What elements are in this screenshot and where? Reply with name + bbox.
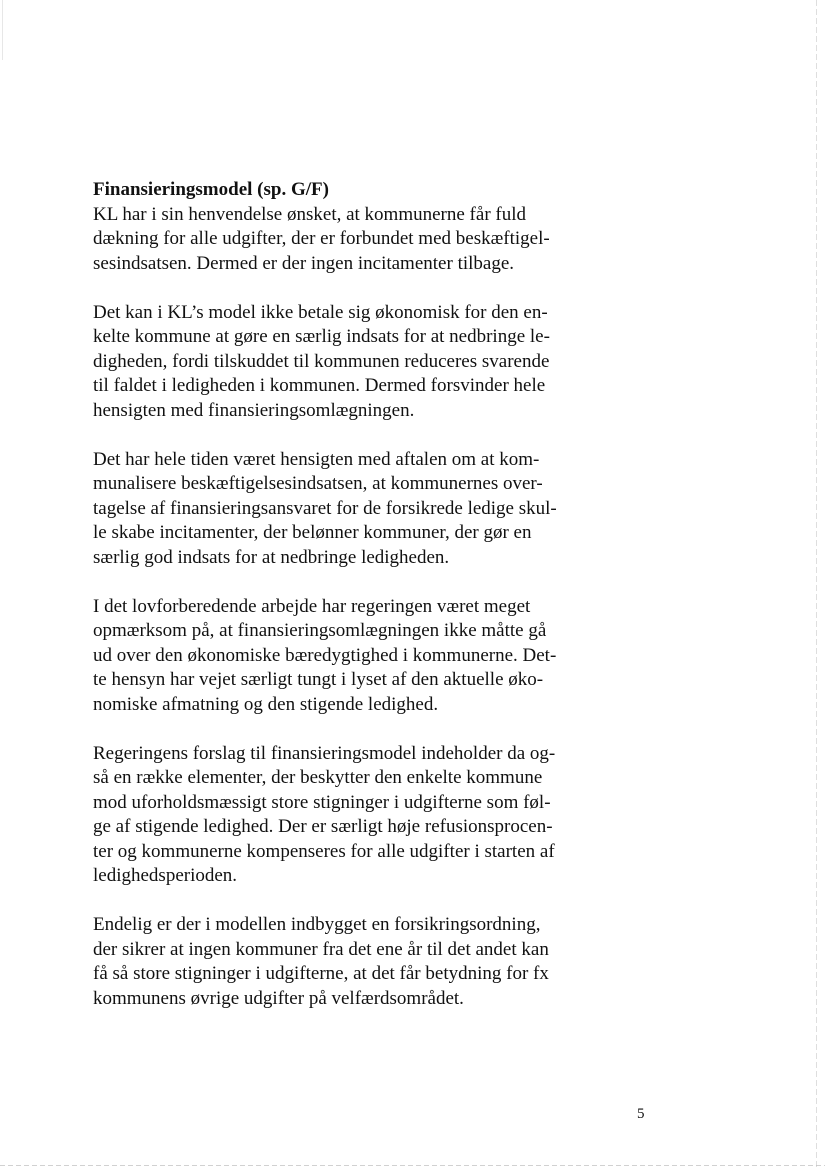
- text-line: Det har hele tiden været hensigten med aftalen om at kom-: [93, 448, 540, 470]
- text-line: ter og kommunerne kompenseres for alle udgifter i starten af: [93, 840, 555, 862]
- page-number: 5: [637, 1106, 645, 1122]
- text-line: ud over den økonomiske bæredygtighed i kommunerne. Det-: [93, 644, 557, 666]
- scan-edge-right: [816, 0, 817, 1168]
- text-line: hensigten med finansieringsomlægningen.: [93, 399, 415, 421]
- text-line: tagelse af finansieringsansvaret for de forsikrede ledige skul-: [93, 497, 557, 519]
- text-line: I det lovforberedende arbejde har regeringen været meget: [93, 595, 531, 617]
- text-line: KL har i sin henvendelse ønsket, at kommunerne får fuld: [93, 203, 527, 225]
- text-line: mod uforholdsmæssigt store stigninger i udgifterne som føl-: [93, 791, 551, 813]
- text-line: le skabe incitamenter, der belønner kommuner, der gør en: [93, 522, 532, 543]
- text-line: opmærksom på, at finansieringsomlægningen ikke måtte gå: [93, 620, 547, 641]
- text-line: Regeringens forslag til finansieringsmodel indeholder da og-: [93, 742, 556, 764]
- text-line: digheden, fordi tilskuddet til kommunen reduceres svarende: [93, 350, 550, 372]
- text-line: særlig god indsats for at nedbringe ledigheden.: [93, 546, 450, 568]
- text-line: så en række elementer, der beskytter den enkelte kommune: [93, 767, 543, 788]
- text-line: te hensyn har vejet særligt tungt i lyset af den aktuelle øko-: [93, 669, 544, 690]
- text-line: kelte kommune at gøre en særlig indsats for at nedbringe le-: [93, 326, 550, 347]
- text-line: ledighedsperioden.: [93, 865, 238, 886]
- text-line: til faldet i ledigheden i kommunen. Dermed forsvinder hele: [93, 375, 546, 396]
- paragraph-5: [93, 742, 613, 889]
- paragraph-3: [93, 448, 613, 571]
- text-line: der sikrer at ingen kommuner fra det ene år til det andet kan: [93, 938, 549, 960]
- text-line: kommunens øvrige udgifter på velfærdsområdet.: [93, 987, 464, 1009]
- text-line: ge af stigende ledighed. Der er særligt høje refusionsprocen-: [93, 816, 553, 837]
- text-line: få så store stigninger i udgifterne, at det får betydning for fx: [93, 963, 549, 984]
- text-line: munalisere beskæftigelsesindsatsen, at kommunernes over-: [93, 473, 543, 494]
- document-body: [93, 178, 613, 1036]
- text-line: dækning for alle udgifter, der er forbundet med beskæftigel-: [93, 228, 550, 249]
- text-line: Endelig er der i modellen indbygget en forsikringsordning,: [93, 914, 541, 935]
- text-line: sesindsatsen. Dermed er der ingen incitamenter tilbage.: [93, 252, 515, 274]
- text-line: Det kan i KL’s model ikke betale sig økonomisk for den en-: [93, 301, 548, 323]
- paragraph-2: [93, 301, 613, 424]
- text-line: nomiske afmatning og den stigende ledighed.: [93, 693, 439, 715]
- paragraph-4: [93, 595, 613, 718]
- paragraph-6: [93, 913, 613, 1011]
- scan-edge-left: [2, 0, 3, 60]
- scan-edge-bottom: [0, 1165, 825, 1166]
- paragraph-1: [93, 203, 613, 277]
- section-heading: Finansieringsmodel (sp. G/F): [93, 179, 329, 200]
